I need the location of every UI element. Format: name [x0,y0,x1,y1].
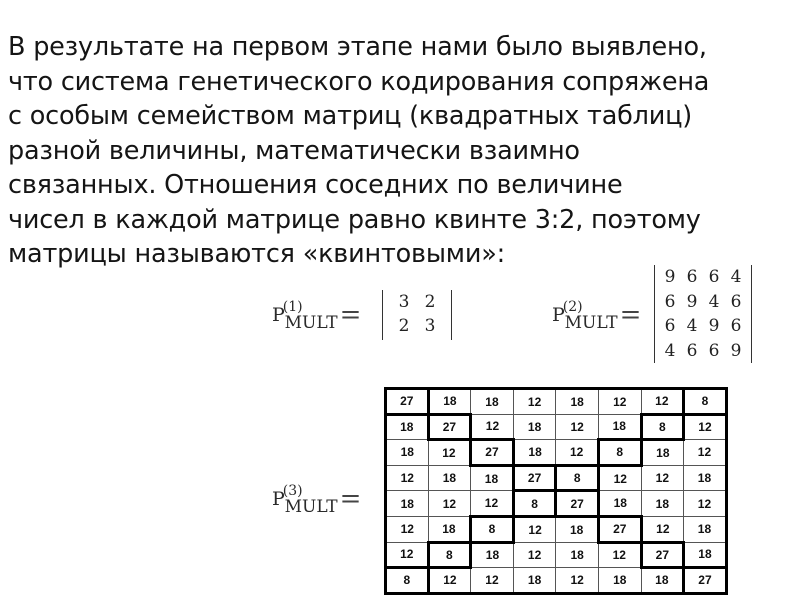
matrix-cell: 27 [684,568,727,594]
matrix-cell: 18 [684,465,727,491]
matrix-cell: 12 [513,542,556,568]
matrix-cell: 18 [513,568,556,594]
matrix-cell: 18 [513,414,556,440]
matrix-1-label [272,298,379,333]
matrix-cell: 12 [684,491,727,517]
matrix-cell: 8 [428,542,471,568]
matrix-cell: 2 [398,316,410,336]
matrix-row [386,414,727,440]
matrix-cell: 6 [708,267,720,288]
matrix-cell: 18 [684,542,727,568]
matrix-cell: 6 [686,340,698,361]
matrix-cell: 27 [598,516,641,542]
matrix-cell: 12 [556,440,599,466]
matrix-cell: 8 [598,440,641,466]
matrix-cell: 12 [471,414,514,440]
matrix-cell: 6 [730,316,742,337]
matrix-cell: 27 [513,465,556,491]
matrix-cell: 8 [386,568,429,594]
matrix-superscript: (1) [282,299,303,315]
matrix-3-label [272,482,379,517]
matrix-superscript: (2) [562,299,583,315]
matrix-cell: 18 [641,491,684,517]
matrix-cell: 8 [513,491,556,517]
matrix-subscript: MULT [284,313,338,333]
matrix-row [386,568,727,594]
paragraph-line: связанных. Отношения соседних по величине [8,170,623,200]
matrix-2-table [659,265,747,363]
matrix-cell: 27 [471,440,514,466]
matrix-cell: 12 [684,440,727,466]
matrix-cell: 12 [471,568,514,594]
matrix-cell: 12 [428,568,471,594]
matrix-cell: 12 [598,389,641,415]
matrix-cell: 3 [398,292,410,312]
matrix-cell: 12 [641,516,684,542]
matrix-cell: 18 [428,465,471,491]
matrix-subscript: MULT [564,313,618,333]
body-paragraph [8,30,798,272]
matrix-cell: 6 [664,316,676,337]
matrix-cell: 8 [684,389,727,415]
matrix-cell: 18 [684,516,727,542]
matrix-cell: 12 [598,542,641,568]
matrix-cell: 12 [684,414,727,440]
paragraph-line: матрицы называются «квинтовыми»: [8,239,506,269]
matrix-1 [382,290,452,340]
matrix-symbol: P [272,488,285,510]
matrix-superscript: (3) [282,483,303,499]
matrix-subscript: MULT [284,497,338,517]
paragraph-line: разной величины, математически взаимно [8,135,580,166]
matrix-cell: 12 [428,491,471,517]
matrix-symbol: P [552,304,565,326]
matrix-cell: 12 [598,465,641,491]
matrix-row [386,542,727,568]
matrix-cell: 6 [708,340,720,361]
matrix-cell: 12 [386,542,429,568]
matrix-row [386,389,727,415]
matrix-cell: 27 [556,491,599,517]
matrix-2-label [552,298,659,333]
matrix-cell: 12 [641,465,684,491]
matrix-cell: 18 [598,414,641,440]
matrix-row [386,465,727,491]
matrix-symbol: P [272,304,285,326]
matrix-cell: 18 [556,516,599,542]
matrix-1-table [391,290,443,338]
matrix-3-table [384,387,728,595]
matrix-cell: 27 [428,414,471,440]
matrix-row [386,516,727,542]
matrix-2 [654,265,752,363]
matrix-cell: 18 [471,389,514,415]
matrix-cell: 12 [386,516,429,542]
matrix-cell: 12 [556,414,599,440]
matrix-cell: 3 [424,316,436,336]
matrix-cell: 4 [730,267,742,288]
matrix-cell: 8 [641,414,684,440]
matrix-cell: 9 [708,316,720,337]
matrix-cell: 12 [471,491,514,517]
matrix-cell: 18 [386,414,429,440]
matrix-cell: 18 [471,465,514,491]
matrix-cell: 6 [686,267,698,288]
paragraph-line: с особым семейством матриц (квадратных таблиц) [8,101,693,131]
matrix-cell: 6 [664,291,676,312]
matrix-cell: 18 [428,389,471,415]
matrix-cell: 12 [513,389,556,415]
matrix-cell: 18 [471,542,514,568]
matrix-cell: 18 [428,516,471,542]
matrix-cell: 9 [664,267,676,288]
matrix-cell: 12 [641,389,684,415]
matrix-cell: 9 [730,340,742,361]
matrix-cell: 27 [641,542,684,568]
matrix-cell: 12 [428,440,471,466]
matrix-cell: 27 [386,389,429,415]
matrix-cell: 18 [598,568,641,594]
matrix-cell: 12 [513,516,556,542]
equals-sign: = [339,300,362,330]
matrix-cell: 18 [513,440,556,466]
matrix-cell: 18 [556,389,599,415]
paragraph-line: чисел в каждой матрице равно квинте 3:2, поэтому [8,204,701,235]
matrix-cell: 18 [641,440,684,466]
paragraph-line: что система генетического кодирования сопряжена [8,66,710,97]
equals-sign: = [339,484,362,514]
matrix-cell: 4 [664,340,676,361]
matrix-cell: 2 [424,292,436,312]
matrix-cell: 8 [556,465,599,491]
matrix-cell: 18 [598,491,641,517]
matrix-cell: 4 [708,291,720,312]
paragraph-line: В результате на первом этапе нами было выявлено, [8,32,707,62]
matrix-cell: 12 [556,568,599,594]
matrix-row [386,440,727,466]
matrix-cell: 9 [686,291,698,312]
matrix-cell: 18 [556,542,599,568]
matrix-cell: 18 [386,491,429,517]
matrix-cell: 4 [686,316,698,337]
matrix-cell: 18 [641,568,684,594]
matrix-cell: 6 [730,291,742,312]
equals-sign: = [619,300,642,330]
matrix-row [386,491,727,517]
matrix-cell: 18 [386,440,429,466]
matrix-cell: 8 [471,516,514,542]
matrix-cell: 12 [386,465,429,491]
